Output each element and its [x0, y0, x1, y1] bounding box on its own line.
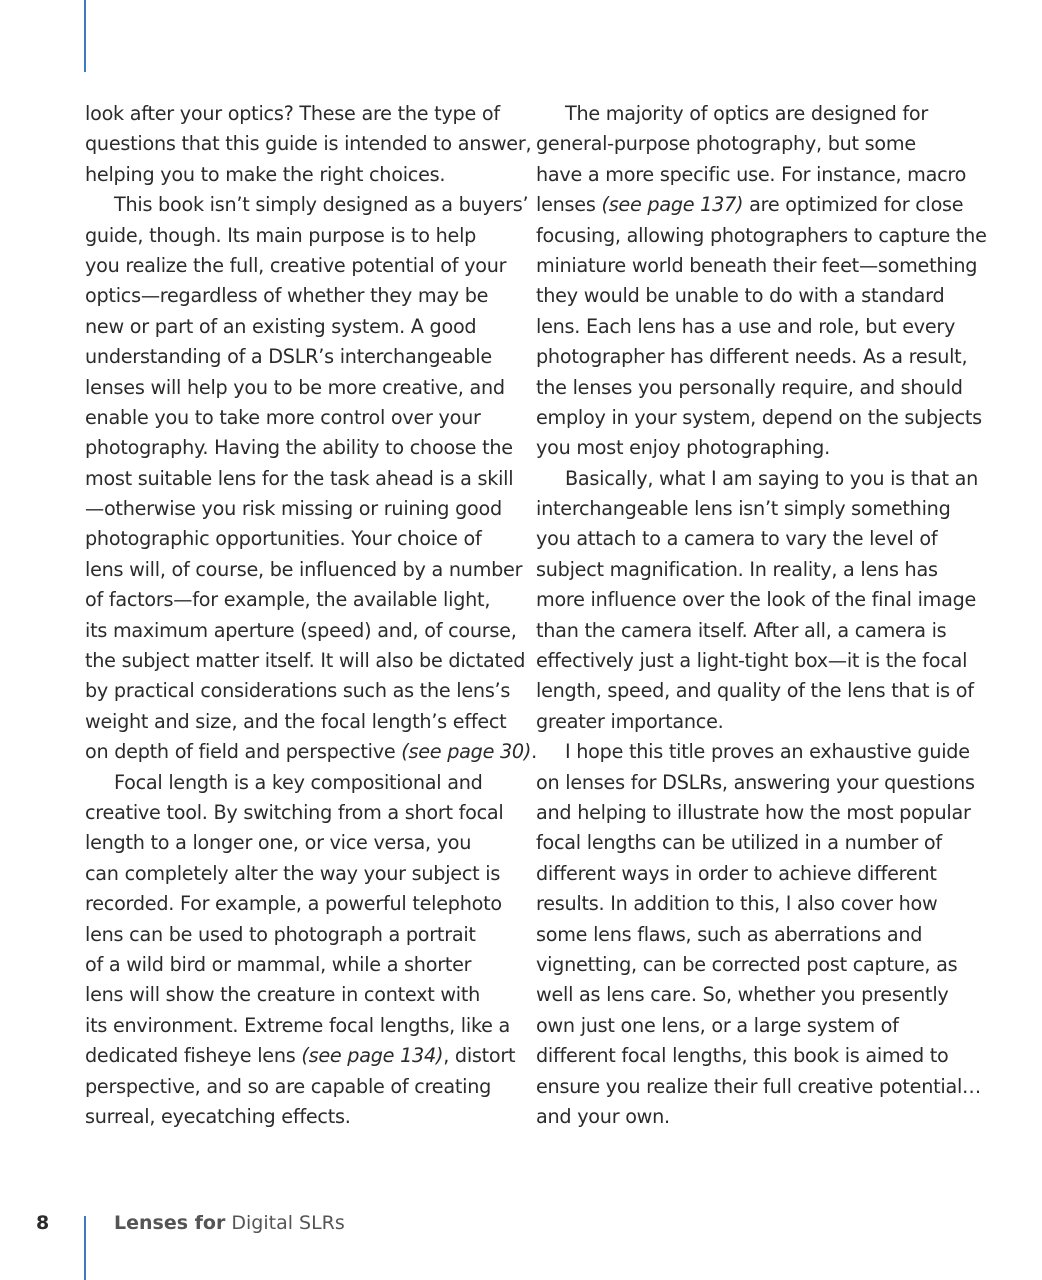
- text-line: [536, 403, 982, 433]
- text-line: [536, 464, 979, 494]
- line-text: dedicated fisheye lens: [85, 1044, 302, 1068]
- line-text: own just one lens, or a large system of: [536, 1013, 899, 1037]
- line-text: have a more specific use. For instance, macro: [536, 162, 967, 186]
- text-line: [85, 1072, 517, 1102]
- text-line: [536, 585, 977, 615]
- line-text: I hope this title proves an exhaustive guide: [565, 740, 970, 764]
- text-line: [85, 859, 517, 889]
- text-line: [536, 129, 972, 159]
- line-text-after: , distort: [443, 1044, 516, 1068]
- line-text: than the camera itself. After all, a camera is: [536, 618, 947, 642]
- text-line: [85, 373, 517, 403]
- text-line: [85, 190, 529, 220]
- text-line: [85, 99, 517, 129]
- line-text: vignetting, can be corrected post capture, as: [536, 952, 958, 976]
- line-text: recorded. For example, a powerful telephoto: [85, 892, 502, 916]
- line-text: employ in your system, depend on the subjects: [536, 405, 982, 429]
- running-head: [114, 1212, 345, 1234]
- line-text: length to a longer one, or vice versa, you: [85, 831, 472, 855]
- text-line: [85, 1041, 517, 1071]
- text-line: [85, 433, 517, 463]
- line-text: enable you to take more control over your: [85, 405, 481, 429]
- text-line: [536, 373, 972, 403]
- text-line: [536, 524, 972, 554]
- left-text-column: [85, 99, 537, 1132]
- text-line: [536, 920, 972, 950]
- text-line: [85, 798, 517, 828]
- line-text: focusing, allowing photographers to capture the: [536, 223, 987, 247]
- line-text: length, speed, and quality of the lens that is of: [536, 679, 974, 703]
- text-line: [85, 1011, 517, 1041]
- line-text: they would be unable to do with a standard: [536, 284, 945, 308]
- line-text: lenses: [536, 193, 602, 217]
- text-line: [85, 585, 517, 615]
- line-text: on lenses for DSLRs, answering your questions: [536, 770, 975, 794]
- text-line: [85, 737, 537, 767]
- line-text: its maximum aperture (speed) and, of course,: [85, 618, 517, 642]
- line-text: lens can be used to photograph a portrait: [85, 922, 476, 946]
- text-line: [85, 312, 517, 342]
- text-line: [536, 1072, 981, 1102]
- line-text: optics—regardless of whether they may be: [85, 284, 489, 308]
- line-text: creative tool. By switching from a short focal: [85, 800, 504, 824]
- page-reference: (see page 137): [601, 193, 744, 217]
- line-text: some lens flaws, such as aberrations and: [536, 922, 923, 946]
- text-line: [85, 251, 517, 281]
- text-line: [536, 828, 972, 858]
- line-text: Focal length is a key compositional and: [114, 770, 483, 794]
- line-text: ensure you realize their full creative potential…: [536, 1074, 981, 1098]
- running-head-rest: Digital SLRs: [231, 1212, 345, 1234]
- text-line: [85, 281, 517, 311]
- line-text: understanding of a DSLR’s interchangeable: [85, 345, 492, 369]
- line-text-after: .: [531, 740, 537, 764]
- text-line: [536, 646, 972, 676]
- text-line: [536, 889, 972, 919]
- text-line: [536, 737, 972, 767]
- text-line: [536, 555, 972, 585]
- line-text: and helping to illustrate how the most popular: [536, 800, 971, 824]
- line-text: lens will, of course, be influenced by a number: [85, 557, 523, 581]
- line-text: miniature world beneath their feet—something: [536, 253, 978, 277]
- text-line: [536, 768, 975, 798]
- text-line: [85, 707, 517, 737]
- text-line: [536, 99, 972, 129]
- text-line: [85, 889, 517, 919]
- text-line: [536, 1102, 972, 1132]
- text-line: [536, 251, 978, 281]
- line-text: well as lens care. So, whether you presently: [536, 983, 949, 1007]
- line-text: This book isn’t simply designed as a buyers’: [114, 193, 529, 217]
- line-text: subject magnification. In reality, a lens has: [536, 557, 938, 581]
- text-line: [536, 950, 972, 980]
- line-text: photographer has different needs. As a result,: [536, 345, 968, 369]
- text-line: [85, 828, 517, 858]
- text-line: [85, 129, 532, 159]
- line-text: the subject matter itself. It will also be dictated: [85, 649, 526, 673]
- line-text: you most enjoy photographing.: [536, 436, 830, 460]
- text-line: [85, 342, 517, 372]
- text-line: [85, 464, 517, 494]
- text-line: [85, 494, 517, 524]
- running-head-bold: Lenses for: [114, 1212, 226, 1234]
- line-text: effectively just a light-tight box—it is the focal: [536, 649, 968, 673]
- page-reference: (see page 134): [301, 1044, 444, 1068]
- right-text-column: [536, 99, 987, 1132]
- line-text: lenses will help you to be more creative, and: [85, 375, 505, 399]
- line-text: new or part of an existing system. A good: [85, 314, 477, 338]
- text-line: [536, 221, 987, 251]
- text-line: [85, 555, 523, 585]
- text-line: [536, 312, 972, 342]
- line-text: the lenses you personally require, and should: [536, 375, 963, 399]
- text-line: [536, 160, 972, 190]
- line-text: look after your optics? These are the type of: [85, 102, 500, 125]
- text-line: [536, 1041, 972, 1071]
- line-text: lens. Each lens has a use and role, but every: [536, 314, 956, 338]
- footer-rule: [84, 1216, 86, 1280]
- line-text: you attach to a camera to vary the level of: [536, 527, 938, 551]
- text-line: [536, 616, 972, 646]
- text-line: [536, 859, 972, 889]
- line-text: Basically, what I am saying to you is that an: [565, 466, 979, 490]
- text-line: [85, 403, 517, 433]
- line-text: you realize the full, creative potential of your: [85, 253, 507, 277]
- line-text: results. In addition to this, I also cover how: [536, 892, 938, 916]
- text-line: [85, 646, 526, 676]
- line-text: interchangeable lens isn’t simply something: [536, 497, 951, 521]
- line-text: and your own.: [536, 1104, 670, 1128]
- text-line: [536, 281, 972, 311]
- text-line: [536, 342, 972, 372]
- line-text: most suitable lens for the task ahead is a skill: [85, 466, 514, 490]
- line-text: photography. Having the ability to choose the: [85, 436, 513, 460]
- line-text: weight and size, and the focal length’s effect: [85, 709, 507, 733]
- text-line: [85, 676, 517, 706]
- text-line: [85, 616, 517, 646]
- text-line: [85, 768, 517, 798]
- text-line: [536, 980, 972, 1010]
- line-text-after: are optimized for close: [743, 193, 964, 217]
- line-text: on depth of field and perspective: [85, 740, 402, 764]
- line-text: of factors—for example, the available light,: [85, 588, 491, 612]
- text-line: [536, 494, 972, 524]
- text-line: [85, 221, 517, 251]
- text-line: [85, 980, 517, 1010]
- line-text: lens will show the creature in context with: [85, 983, 481, 1007]
- line-text: different ways in order to achieve different: [536, 861, 937, 885]
- text-line: [85, 920, 517, 950]
- text-line: [536, 798, 972, 828]
- line-text: can completely alter the way your subject is: [85, 861, 501, 885]
- text-line: [85, 1102, 517, 1132]
- text-line: [85, 160, 517, 190]
- line-text: different focal lengths, this book is aimed to: [536, 1044, 949, 1068]
- line-text: general-purpose photography, but some: [536, 132, 916, 156]
- page-number: 8: [36, 1212, 50, 1234]
- line-text: of a wild bird or mammal, while a shorter: [85, 952, 472, 976]
- line-text: focal lengths can be utilized in a number of: [536, 831, 942, 855]
- line-text: its environment. Extreme focal lengths, like a: [85, 1013, 511, 1037]
- text-line: [536, 676, 972, 706]
- text-line: [536, 1011, 972, 1041]
- line-text: —otherwise you risk missing or ruining good: [85, 497, 502, 521]
- line-text: perspective, and so are capable of creating: [85, 1074, 492, 1098]
- line-text: guide, though. Its main purpose is to help: [85, 223, 477, 247]
- line-text: more influence over the look of the final image: [536, 588, 977, 612]
- line-text: The majority of optics are designed for: [565, 102, 929, 125]
- line-text: helping you to make the right choices.: [85, 162, 446, 186]
- page-reference: (see page 30): [401, 740, 532, 764]
- text-line: [85, 950, 517, 980]
- text-line: [536, 707, 972, 737]
- text-line: [85, 524, 517, 554]
- line-text: greater importance.: [536, 709, 724, 733]
- text-line: [536, 190, 972, 220]
- line-text: surreal, eyecatching effects.: [85, 1104, 351, 1128]
- line-text: by practical considerations such as the lens’s: [85, 679, 511, 703]
- text-line: [536, 433, 972, 463]
- top-margin-rule: [84, 0, 86, 72]
- line-text: photographic opportunities. Your choice of: [85, 527, 482, 551]
- line-text: questions that this guide is intended to answer,: [85, 132, 532, 156]
